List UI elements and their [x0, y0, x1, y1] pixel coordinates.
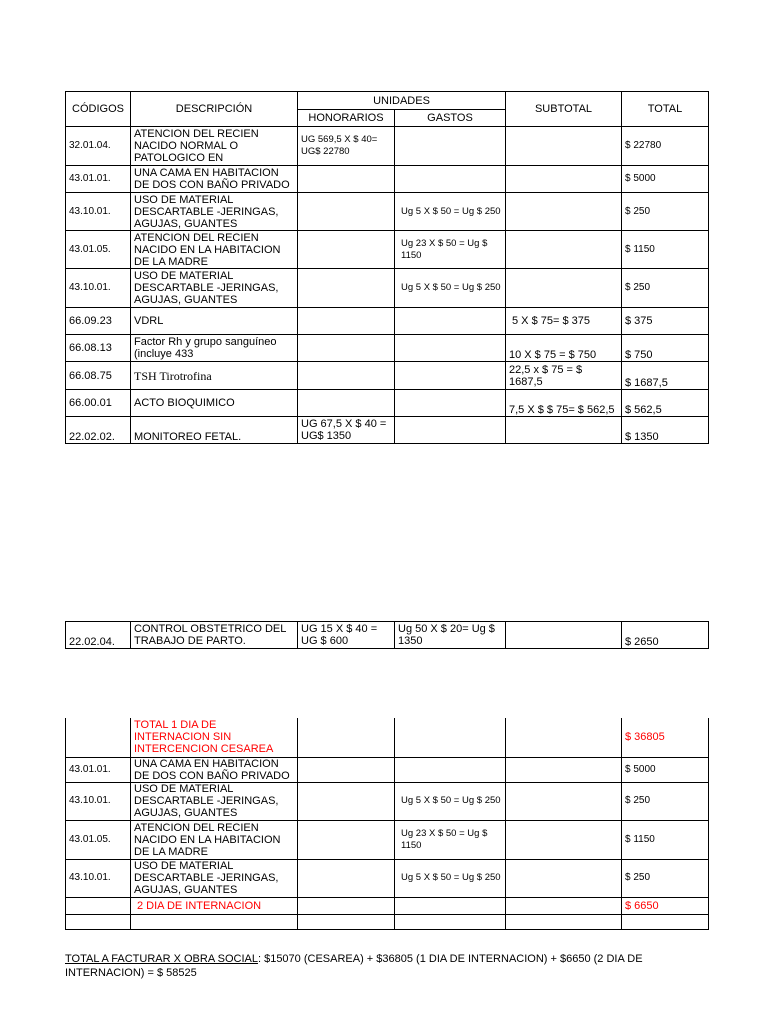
table-row — [66, 417, 709, 444]
row-gastos — [395, 166, 506, 193]
row-total: $ 1350 — [622, 417, 709, 444]
header-gastos: GASTOS — [395, 110, 506, 127]
row-gastos: Ug 5 X $ 50 = Ug $ 250 — [395, 193, 506, 231]
row-total: $ 6650 — [622, 897, 709, 914]
empty-cell — [622, 914, 709, 929]
row-gastos — [395, 127, 506, 166]
row-gastos — [395, 308, 506, 335]
row-total: $ 250 — [622, 269, 709, 308]
row-descripcion: UNA CAMA EN HABITACION DE DOS CON BAÑO PRIVADO — [131, 757, 298, 782]
empty-cell — [506, 914, 622, 929]
row-gastos: Ug 50 X $ 20= Ug $ 1350 — [395, 622, 506, 649]
row-honorarios: UG 67,5 X $ 40 = UG$ 1350 — [298, 417, 395, 444]
table-row — [66, 166, 709, 193]
table-row — [66, 335, 709, 362]
row-gastos — [395, 335, 506, 362]
row-subtotal — [506, 859, 622, 897]
row-honorarios: UG 15 X $ 40 = UG $ 600 — [298, 622, 395, 649]
row-total: $ 22780 — [622, 127, 709, 166]
table-row — [66, 127, 709, 166]
row-total: $ 750 — [622, 335, 709, 362]
row-descripcion: MONITOREO FETAL. — [131, 417, 298, 444]
row-total: $ 2650 — [622, 622, 709, 649]
row-honorarios — [298, 757, 395, 782]
row-gastos — [395, 757, 506, 782]
row-subtotal — [506, 166, 622, 193]
header-subtotal: SUBTOTAL — [506, 92, 622, 127]
row-subtotal — [506, 622, 622, 649]
billing-total-summary — [65, 952, 715, 980]
table-row — [66, 231, 709, 269]
row-gastos: Ug 23 X $ 50 = Ug $ 1150 — [395, 820, 506, 859]
total-text: : $15070 (CESAREA) + $36805 (1 DIA DE INTERNACION) + $6650 (2 DIA DE INTERNACION) = $ 58525 — [65, 953, 643, 979]
row-total: $ 36805 — [622, 718, 709, 757]
row-gastos — [395, 897, 506, 914]
table-row — [66, 820, 709, 859]
row-codigo: 66.08.13 — [66, 335, 131, 362]
row-codigo: 66.00.01 — [66, 390, 131, 417]
total-label: TOTAL A FACTURAR X OBRA SOCIAL — [65, 953, 258, 965]
row-total: $ 1150 — [622, 820, 709, 859]
row-codigo: 43.10.01. — [66, 782, 131, 820]
row-codigo: 43.01.05. — [66, 820, 131, 859]
row-honorarios — [298, 231, 395, 269]
header-total: TOTAL — [622, 92, 709, 127]
row-descripcion: TSH Tirotrofina — [131, 362, 298, 390]
table-row — [66, 308, 709, 335]
table-row-empty — [66, 914, 709, 929]
row-honorarios — [298, 820, 395, 859]
table-row — [66, 269, 709, 308]
row-descripcion: USO DE MATERIAL DESCARTABLE -JERINGAS, AGUJAS, GUANTES — [131, 193, 298, 231]
row-descripcion: ATENCION DEL RECIEN NACIDO EN LA HABITACION DE LA MADRE — [131, 231, 298, 269]
table-row — [66, 622, 709, 649]
row-total: $ 250 — [622, 859, 709, 897]
row-subtotal — [506, 897, 622, 914]
row-codigo: 43.10.01. — [66, 193, 131, 231]
row-total: $ 1150 — [622, 231, 709, 269]
row-codigo: 43.01.05. — [66, 231, 131, 269]
empty-cell — [66, 914, 131, 929]
row-descripcion: USO DE MATERIAL DESCARTABLE -JERINGAS, AGUJAS, GUANTES — [131, 782, 298, 820]
billing-table-main — [65, 91, 709, 444]
row-descripcion: CONTROL OBSTETRICO DEL TRABAJO DE PARTO. — [131, 622, 298, 649]
empty-cell — [131, 914, 298, 929]
row-codigo: 66.09.23 — [66, 308, 131, 335]
row-subtotal — [506, 718, 622, 757]
billing-table-parto — [65, 621, 709, 649]
row-gastos: Ug 5 X $ 50 = Ug $ 250 — [395, 859, 506, 897]
row-descripcion: USO DE MATERIAL DESCARTABLE -JERINGAS, AGUJAS, GUANTES — [131, 269, 298, 308]
row-gastos — [395, 390, 506, 417]
row-honorarios — [298, 269, 395, 308]
row-subtotal — [506, 417, 622, 444]
row-subtotal — [506, 193, 622, 231]
row-codigo: 43.10.01. — [66, 269, 131, 308]
row-codigo: 66.08.75 — [66, 362, 131, 390]
row-codigo: 43.01.01. — [66, 757, 131, 782]
row-gastos: Ug 23 X $ 50 = Ug $ 1150 — [395, 231, 506, 269]
row-descripcion: UNA CAMA EN HABITACION DE DOS CON BAÑO PRIVADO — [131, 166, 298, 193]
header-descripcion: DESCRIPCIÓN — [131, 92, 298, 127]
row-subtotal — [506, 127, 622, 166]
row-subtotal — [506, 269, 622, 308]
row-descripcion: ACTO BIOQUIMICO — [131, 390, 298, 417]
row-total: $ 562,5 — [622, 390, 709, 417]
table-row — [66, 897, 709, 914]
row-honorarios — [298, 193, 395, 231]
row-codigo: 43.01.01. — [66, 166, 131, 193]
row-descripcion: 2 DIA DE INTERNACION — [131, 897, 298, 914]
row-codigo: 32.01.04. — [66, 127, 131, 166]
row-gastos: Ug 5 X $ 50 = Ug $ 250 — [395, 269, 506, 308]
row-honorarios — [298, 897, 395, 914]
row-honorarios — [298, 782, 395, 820]
row-subtotal — [506, 782, 622, 820]
row-descripcion: ATENCION DEL RECIEN NACIDO NORMAL O PATOLOGICO EN — [131, 127, 298, 166]
row-subtotal: 7,5 X $ $ 75= $ 562,5 — [506, 390, 622, 417]
row-gastos: Ug 5 X $ 50 = Ug $ 250 — [395, 782, 506, 820]
row-descripcion: TOTAL 1 DIA DE INTERNACION SIN INTERCENCION CESAREA — [131, 718, 298, 757]
table-row — [66, 390, 709, 417]
row-codigo: 22.02.04. — [66, 622, 131, 649]
table-row — [66, 757, 709, 782]
header-honorarios: HONORARIOS — [298, 110, 395, 127]
row-subtotal — [506, 820, 622, 859]
row-codigo: 43.10.01. — [66, 859, 131, 897]
billing-table-internacion — [65, 718, 709, 930]
row-honorarios — [298, 166, 395, 193]
row-gastos — [395, 362, 506, 390]
empty-cell — [395, 914, 506, 929]
row-total: $ 250 — [622, 782, 709, 820]
row-total: $ 5000 — [622, 757, 709, 782]
row-honorarios — [298, 859, 395, 897]
row-descripcion: VDRL — [131, 308, 298, 335]
header-codigos: CÓDIGOS — [66, 92, 131, 127]
row-total: $ 1687,5 — [622, 362, 709, 390]
row-honorarios: UG 569,5 X $ 40= UG$ 22780 — [298, 127, 395, 166]
header-unidades: UNIDADES — [298, 92, 506, 110]
row-gastos — [395, 417, 506, 444]
row-honorarios — [298, 718, 395, 757]
empty-cell — [298, 914, 395, 929]
row-subtotal: 5 X $ 75= $ 375 — [506, 308, 622, 335]
row-gastos — [395, 718, 506, 757]
row-honorarios — [298, 308, 395, 335]
row-total: $ 250 — [622, 193, 709, 231]
row-codigo — [66, 897, 131, 914]
table-row — [66, 362, 709, 390]
row-honorarios — [298, 362, 395, 390]
row-subtotal — [506, 757, 622, 782]
table-row — [66, 193, 709, 231]
row-honorarios — [298, 390, 395, 417]
row-honorarios — [298, 335, 395, 362]
row-total: $ 5000 — [622, 166, 709, 193]
table-row — [66, 859, 709, 897]
row-descripcion: USO DE MATERIAL DESCARTABLE -JERINGAS, AGUJAS, GUANTES — [131, 859, 298, 897]
row-subtotal — [506, 231, 622, 269]
table-row — [66, 718, 709, 757]
row-codigo: 22.02.02. — [66, 417, 131, 444]
row-subtotal: 22,5 x $ 75 = $ 1687,5 — [506, 362, 622, 390]
row-descripcion: ATENCION DEL RECIEN NACIDO EN LA HABITACION DE LA MADRE — [131, 820, 298, 859]
row-total: $ 375 — [622, 308, 709, 335]
row-codigo — [66, 718, 131, 757]
row-subtotal: 10 X $ 75 = $ 750 — [506, 335, 622, 362]
table-row — [66, 782, 709, 820]
row-descripcion: Factor Rh y grupo sanguíneo (incluye 433 — [131, 335, 298, 362]
